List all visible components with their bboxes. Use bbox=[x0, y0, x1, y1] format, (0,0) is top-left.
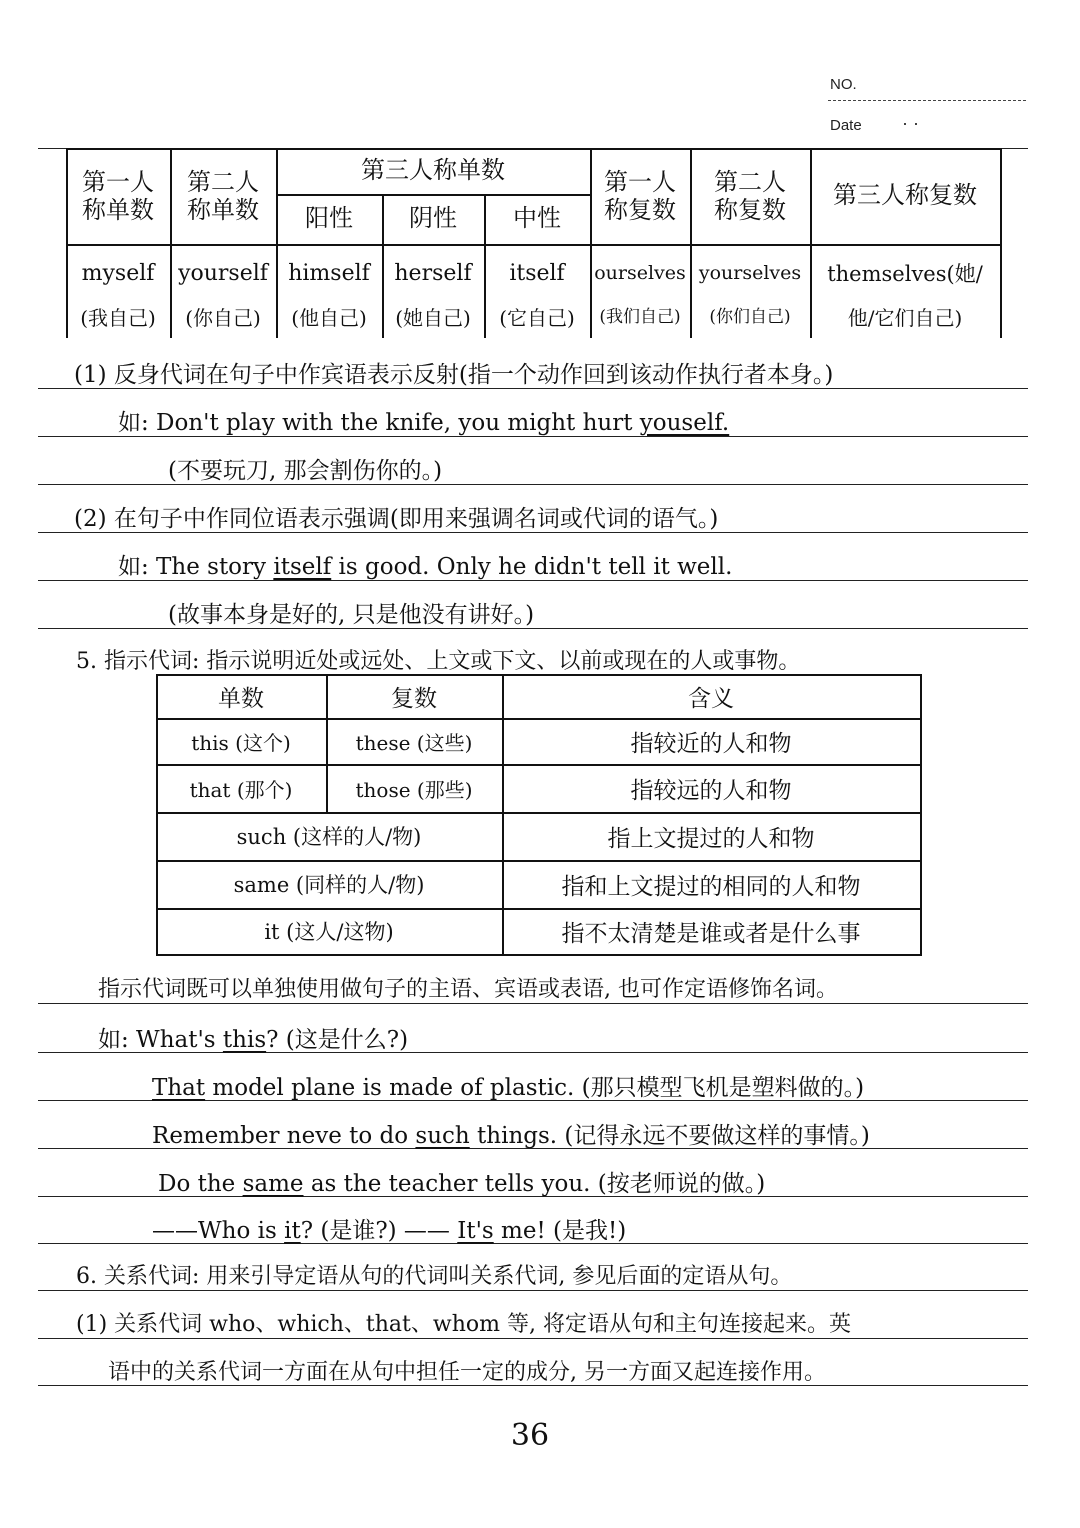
cell-such: such (这样的人/物) bbox=[236, 825, 422, 849]
col-header-meaning: 含义 bbox=[688, 685, 734, 712]
date-label: Date bbox=[830, 117, 862, 134]
header-second-plural: 第二人 称复数 bbox=[714, 168, 786, 224]
cell-such-meaning: 指上文提过的人和物 bbox=[607, 825, 815, 852]
meaning-myself: (我自己) bbox=[80, 305, 156, 330]
word-myself: myself bbox=[81, 261, 155, 287]
relative-pronoun-line-2: 语中的关系代词一方面在从句中担任一定的成分, 另一方面又起连接作用。 bbox=[108, 1360, 826, 1385]
cell-those: those (那些) bbox=[355, 777, 473, 802]
ruled-line bbox=[38, 1003, 1028, 1004]
demonstrative-pronoun-table bbox=[156, 674, 922, 956]
example-line-4: Remember neve to do such things. (记得永远不要做这样的事情。) bbox=[152, 1123, 870, 1149]
example-line-6: ——Who is it? (是谁?) —— It's me! (是我!) bbox=[152, 1218, 627, 1244]
relative-pronoun-line-1: (1) 关系代词 who、which、that、whom 等, 将定语从句和主句连接起来。英 bbox=[76, 1312, 851, 1337]
cell-it-meaning: 指不太清楚是谁或者是什么事 bbox=[561, 920, 861, 947]
example-line-5: Do the same as the teacher tells you. (按老师说的做。) bbox=[158, 1171, 766, 1197]
cell-that-meaning: 指较远的人和物 bbox=[630, 777, 792, 804]
date-dots: · · bbox=[902, 113, 919, 133]
note-line-5: 如: The story itself is good. Only he didn't tell it well. bbox=[118, 554, 733, 580]
meaning-ourselves: (我们自己) bbox=[599, 307, 681, 328]
meaning-yourselves: (你们自己) bbox=[709, 307, 791, 328]
no-label: NO. bbox=[830, 76, 857, 93]
cell-these: these (这些) bbox=[355, 730, 473, 755]
header-masculine: 阳性 bbox=[305, 204, 353, 233]
section-5-heading: 5. 指示代词: 指示说明近处或远处、上文或下文、以前或现在的人或事物。 bbox=[76, 649, 801, 674]
note-line-4: (2) 在句子中作同位语表示强调(即用来强调名词或代词的语气。) bbox=[74, 506, 719, 532]
section-6-heading: 6. 关系代词: 用来引导定语从句的代词叫关系代词, 参见后面的定语从句。 bbox=[76, 1264, 793, 1289]
word-themselves: themselves(她/ bbox=[827, 261, 983, 286]
col-header-singular: 单数 bbox=[218, 685, 264, 712]
meaning-itself: (它自己) bbox=[499, 305, 575, 330]
meaning-himself: (他自己) bbox=[291, 305, 367, 330]
example-line-1: 指示代词既可以单独使用做句子的主语、宾语或表语, 也可作定语修饰名词。 bbox=[98, 977, 838, 1002]
header-third-singular: 第三人称单数 bbox=[361, 156, 505, 185]
page-number: 36 bbox=[510, 1418, 550, 1453]
no-dashed-line bbox=[828, 100, 1026, 101]
cell-same: same (同样的人/物) bbox=[233, 873, 425, 897]
meaning-themselves: 他/它们自己) bbox=[847, 305, 963, 330]
word-ourselves: ourselves bbox=[594, 262, 686, 285]
cell-same-meaning: 指和上文提过的相同的人和物 bbox=[561, 873, 861, 900]
note-line-3: (不要玩刀, 那会割伤你的。) bbox=[168, 458, 443, 484]
cell-it: it (这人/这物) bbox=[264, 920, 394, 944]
word-himself: himself bbox=[288, 261, 370, 287]
note-line-1: (1) 反身代词在句子中作宾语表示反射(指一个动作回到该动作执行者本身。) bbox=[74, 362, 834, 388]
col-header-plural: 复数 bbox=[391, 685, 437, 712]
header-first-plural: 第一人 称复数 bbox=[604, 168, 676, 224]
meaning-herself: (她自己) bbox=[395, 305, 471, 330]
word-yourselves: yourselves bbox=[698, 262, 802, 285]
header-second-singular: 第二人 称单数 bbox=[187, 168, 259, 224]
ruled-line bbox=[38, 1290, 1028, 1291]
cell-that: that (那个) bbox=[189, 777, 293, 802]
header-third-plural: 第三人称复数 bbox=[833, 181, 977, 210]
example-line-2: 如: What's this? (这是什么?) bbox=[98, 1027, 409, 1053]
meaning-yourself: (你自己) bbox=[185, 305, 261, 330]
note-line-6: (故事本身是好的, 只是他没有讲好。) bbox=[168, 602, 535, 628]
note-line-2: 如: Don't play with the knife, you might hurt youself. bbox=[118, 410, 730, 436]
example-line-3: That model plane is made of plastic. (那只模型飞机是塑料做的。) bbox=[152, 1075, 865, 1101]
reflexive-pronoun-table bbox=[66, 148, 1002, 338]
header-first-singular: 第一人 称单数 bbox=[82, 168, 154, 224]
header-neuter: 中性 bbox=[513, 204, 561, 233]
word-itself: itself bbox=[509, 261, 565, 287]
word-yourself: yourself bbox=[178, 261, 268, 287]
cell-this: this (这个) bbox=[191, 730, 291, 755]
cell-this-meaning: 指较近的人和物 bbox=[630, 730, 792, 757]
header-feminine: 阴性 bbox=[409, 204, 457, 233]
word-herself: herself bbox=[394, 261, 472, 287]
ruled-line bbox=[38, 1338, 1028, 1339]
